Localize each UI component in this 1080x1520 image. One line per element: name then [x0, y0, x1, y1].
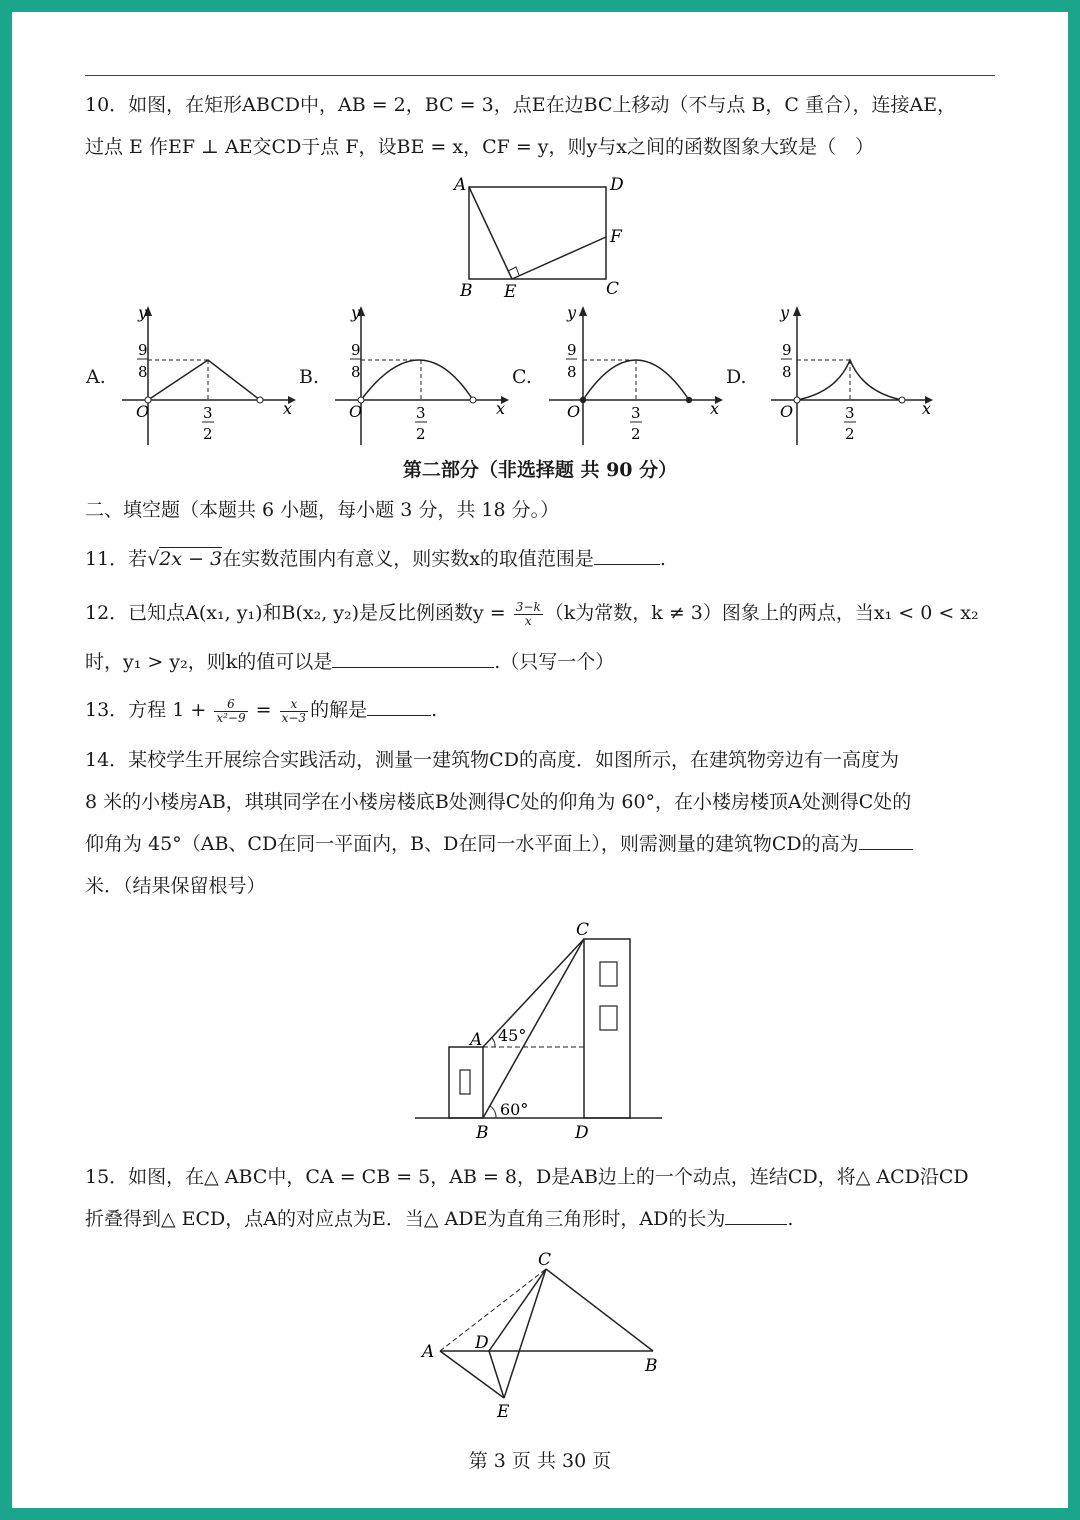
graph-b-y: y	[351, 303, 361, 322]
graph-d-xtick-num: 3	[845, 404, 855, 422]
q11	[85, 546, 666, 572]
q14-line4: 米．（结果保留根号）	[85, 875, 266, 897]
q11-answer-blank[interactable]	[594, 546, 660, 565]
q10-label-b: B	[460, 281, 473, 301]
q12-frac-num: 3−k	[515, 599, 541, 614]
q15-label-c: C	[538, 1250, 552, 1270]
q15-line1: 15．如图，在△ ABC中，CA = CB = 5，AB = 8，D是AB边上的一个动点，连结CD，将△ ACD沿CD	[85, 1166, 969, 1188]
q14-line1: 14．某校学生开展综合实践活动，测量一建筑物CD的高度．如图所示，在建筑物旁边有一高度为	[85, 749, 899, 771]
q14-label-a: A	[470, 1030, 483, 1050]
q11-prefix: 11．若	[85, 548, 148, 570]
q15-label-d: D	[475, 1333, 489, 1353]
q12-fraction	[514, 601, 543, 628]
graph-option-b	[331, 300, 511, 450]
graph-c-y: y	[567, 303, 577, 322]
q12-answer-blank[interactable]	[332, 649, 494, 668]
q15-line2-prefix: 折叠得到△ ECD，点A的对应点为E．当△ ADE为直角三角形时，AD的长为	[85, 1208, 726, 1230]
q13-frac2-den: x−3	[281, 710, 307, 725]
q15-label-e: E	[497, 1402, 510, 1422]
q10-label-e: E	[504, 282, 517, 302]
q13-answer-blank[interactable]	[367, 697, 431, 716]
q10-label-f: F	[610, 227, 622, 247]
option-b-label: B.	[299, 366, 320, 388]
q15-line2	[85, 1206, 793, 1232]
q14-label-d: D	[575, 1123, 589, 1143]
sqrt-symbol: √	[147, 548, 160, 570]
q14-building-figure	[410, 915, 670, 1150]
option-d-label: D.	[726, 366, 747, 388]
q10-label-a: A	[454, 175, 467, 195]
graph-a-xtick-den: 2	[203, 425, 213, 443]
q15-label-b: B	[645, 1356, 658, 1376]
q10-line2: 过点 E 作EF ⊥ AE交CD于点 F，设BE = x，CF = y，则y与x之间的函数图象大致是（ ）	[85, 136, 874, 158]
q12-line2-suffix: .（只写一个）	[494, 651, 615, 673]
q13-fraction-1	[214, 698, 247, 725]
graph-a-x: x	[283, 399, 293, 418]
header-rule	[85, 75, 995, 76]
q10-label-c: C	[606, 279, 620, 299]
graph-c-x: x	[710, 399, 720, 418]
section-title: 第二部分（非选择题 共 90 分）	[402, 459, 678, 481]
graph-b-ytick-den: 8	[351, 363, 361, 381]
q10-rectangle-figure	[440, 170, 640, 305]
q14-angle-45: 45°	[498, 1026, 527, 1045]
q10-label-d: D	[610, 175, 624, 195]
graph-b-x: x	[496, 399, 506, 418]
graph-d-x: x	[922, 399, 932, 418]
page-footer: 第 3 页 共 30 页	[468, 1450, 612, 1472]
graph-option-d	[767, 300, 947, 450]
q12-line2-prefix: 时，y₁ > y₂，则k的值可以是	[85, 651, 333, 673]
q11-suffix: 在实数范围内有意义，则实数x的取值范围是	[222, 548, 594, 570]
q13-frac2-num: x	[280, 698, 308, 712]
q15-triangle-figure	[415, 1245, 675, 1425]
q13-eq: =	[255, 699, 272, 721]
q14-label-b: B	[476, 1123, 489, 1143]
q13-end: .	[431, 699, 438, 721]
graph-c-xtick-num: 3	[631, 404, 641, 422]
q14-line3-text: 仰角为 45°（AB、CD在同一平面内，B、D在同一水平面上），则需测量的建筑物CD的高为	[85, 833, 859, 855]
graph-c-o: O	[567, 402, 581, 421]
q12-line1	[85, 600, 979, 628]
graph-d-xtick-den: 2	[845, 425, 855, 443]
fill-in-heading: 二、填空题（本题共 6 小题，每小题 3 分，共 18 分。）	[85, 499, 560, 521]
q13	[85, 697, 437, 725]
graph-a-y: y	[138, 303, 148, 322]
q11-radicand: 2x − 3	[159, 548, 223, 570]
q14-answer-blank[interactable]	[859, 831, 913, 850]
q14-angle-60: 60°	[500, 1100, 529, 1119]
q15-label-a: A	[422, 1342, 435, 1362]
graph-b-ytick-num: 9	[351, 341, 361, 359]
q12-prefix: 12．已知点A(x₁, y₁)和B(x₂, y₂)是反比例函数y =	[85, 602, 506, 624]
graph-b-o: O	[349, 402, 363, 421]
graph-d-ytick-den: 8	[782, 363, 792, 381]
graph-d-y: y	[780, 303, 790, 322]
q13-suffix: 的解是	[310, 699, 368, 721]
q14-line3	[85, 831, 913, 857]
q13-fraction-2	[280, 698, 308, 725]
q14-line2: 8 米的小楼房AB，琪琪同学在小楼房楼底B处测得C处的仰角为 60°，在小楼房楼顶A处测得C处的	[85, 791, 912, 813]
q15-line2-end: .	[787, 1208, 794, 1230]
graph-c-ytick-num: 9	[567, 341, 577, 359]
graph-c-xtick-den: 2	[631, 425, 641, 443]
q12-suffix: （k为常数，k ≠ 3）图象上的两点，当x₁ < 0 < x₂	[544, 602, 979, 624]
q13-frac1-den: x²−9	[216, 710, 246, 725]
q14-label-c: C	[576, 920, 590, 940]
q13-prefix: 13．方程 1 +	[85, 699, 207, 721]
graph-a-ytick-num: 9	[138, 341, 148, 359]
option-c-label: C.	[512, 366, 532, 388]
q15-answer-blank[interactable]	[725, 1206, 787, 1225]
graph-d-ytick-num: 9	[782, 341, 792, 359]
graph-b-xtick-den: 2	[416, 425, 426, 443]
q11-end: .	[659, 548, 666, 570]
q12-line2	[85, 649, 614, 675]
graph-a-ytick-den: 8	[138, 363, 148, 381]
graph-d-o: O	[780, 402, 794, 421]
q10-line1: 10．如图，在矩形ABCD中，AB = 2，BC = 3，点E在边BC上移动（不与点 B，C 重合），连接AE，	[85, 94, 957, 116]
q13-frac1-num: 6	[214, 698, 247, 712]
graph-c-ytick-den: 8	[567, 363, 577, 381]
graph-a-o: O	[136, 402, 150, 421]
graph-option-a	[118, 300, 298, 450]
q12-frac-den: x	[524, 613, 532, 628]
graph-option-c	[545, 300, 725, 450]
graph-b-xtick-num: 3	[416, 404, 426, 422]
graph-a-xtick-num: 3	[203, 404, 213, 422]
option-a-label: A.	[86, 366, 106, 388]
